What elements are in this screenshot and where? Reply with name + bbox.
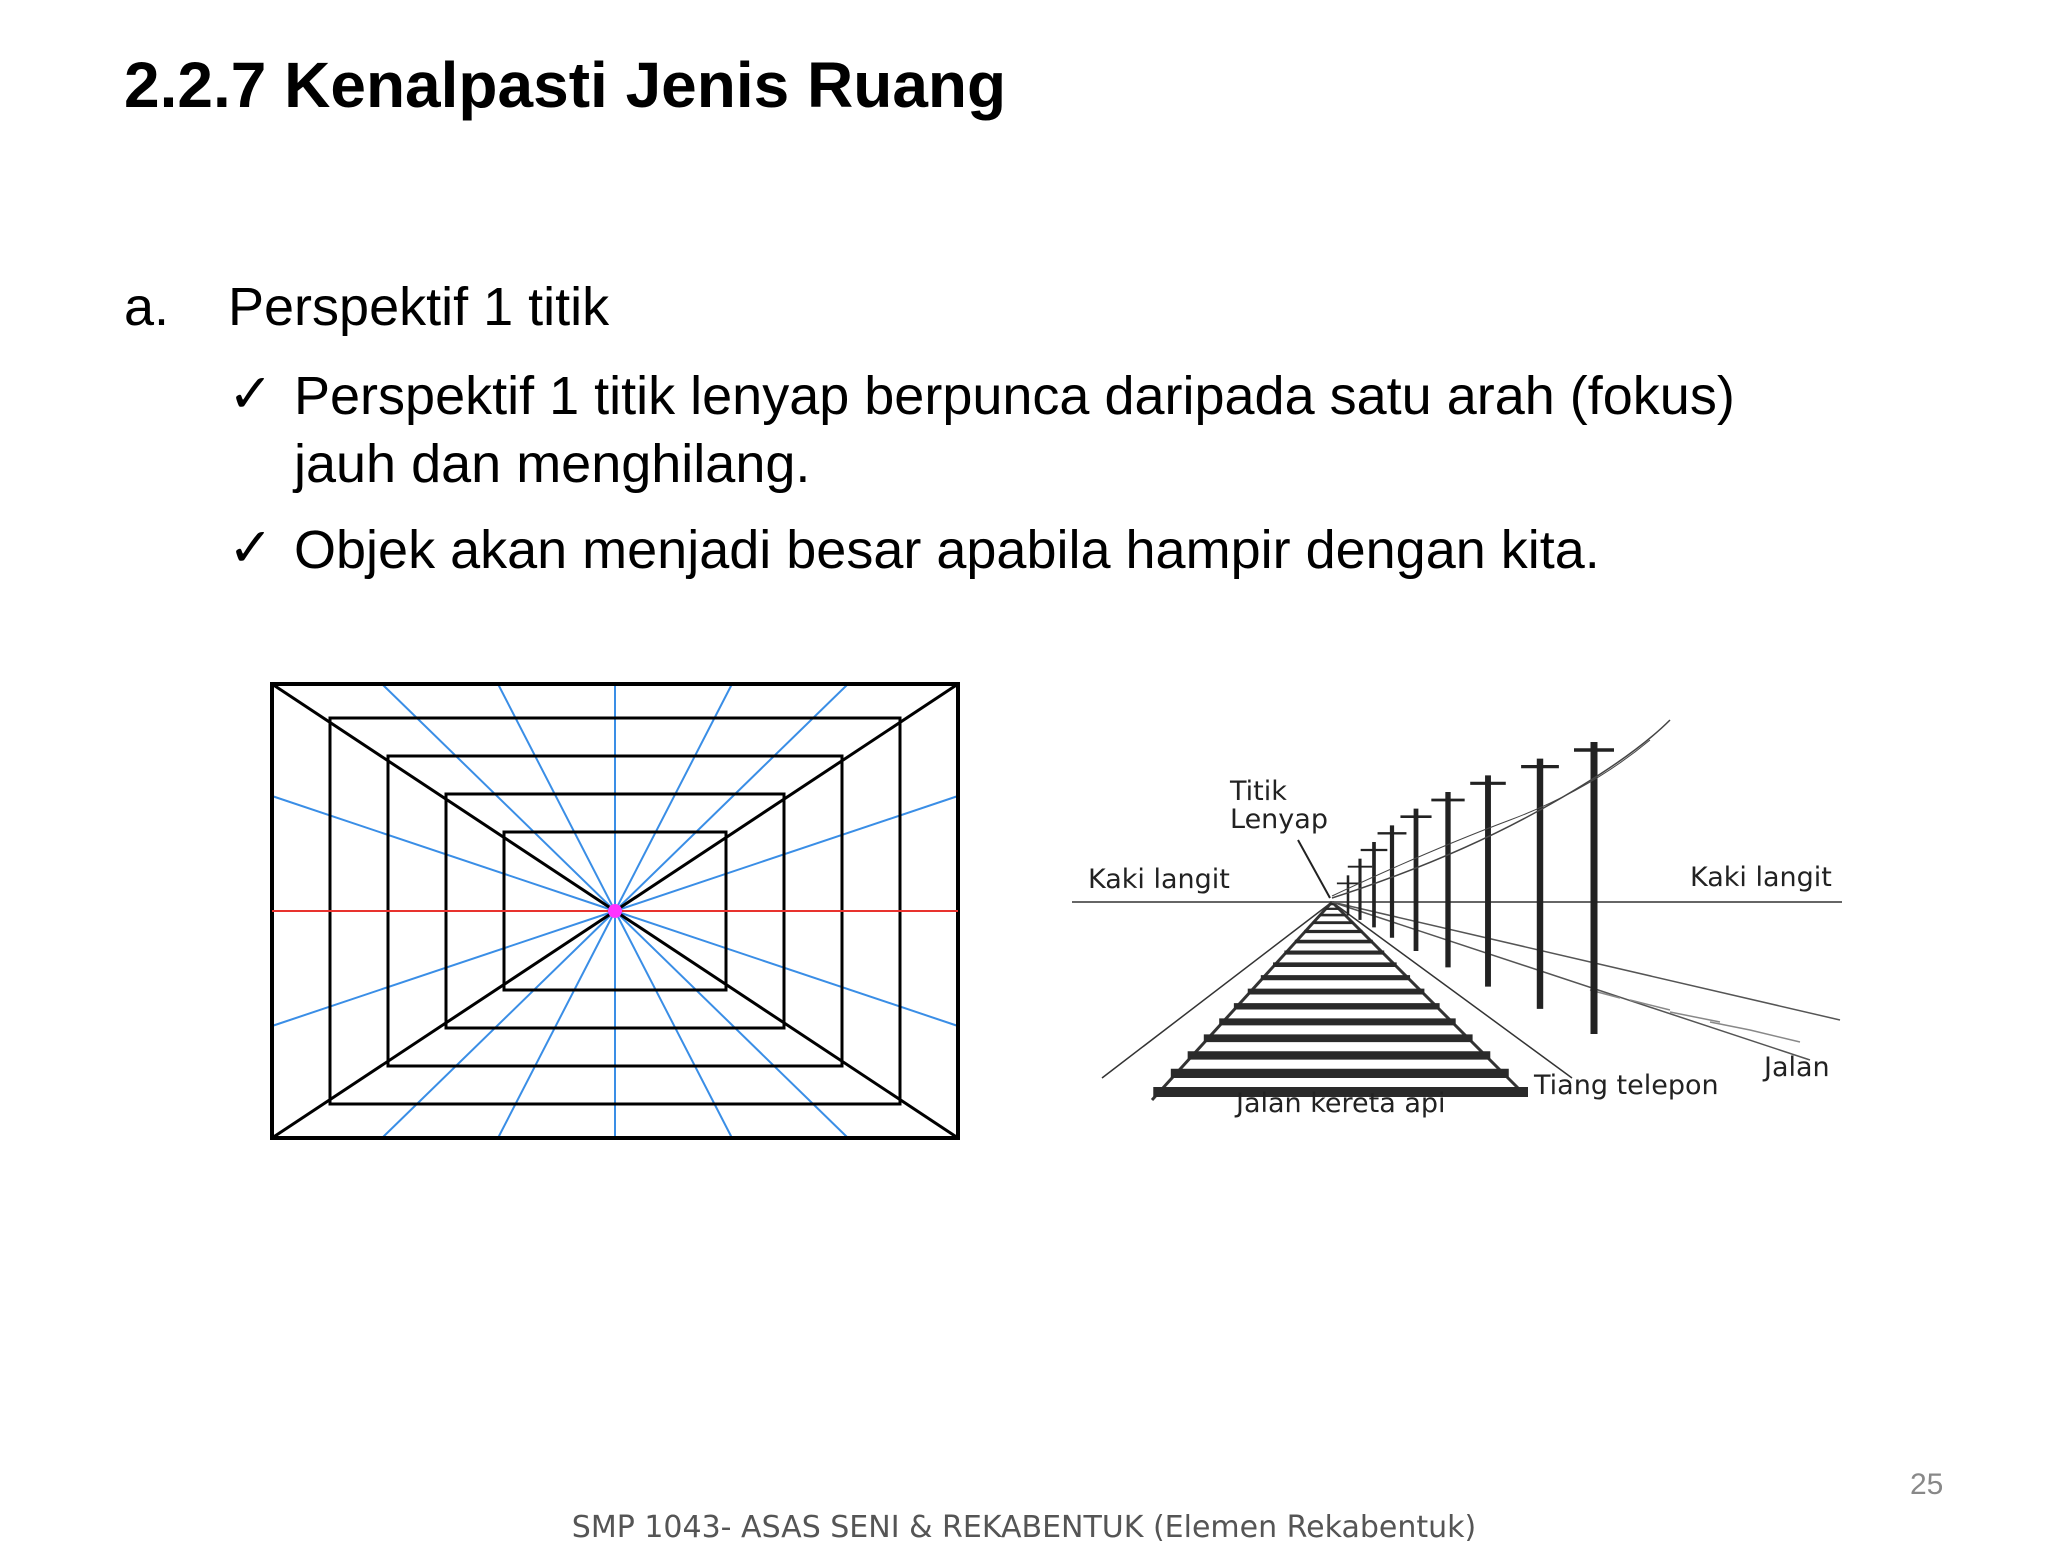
one-point-perspective-diagram bbox=[268, 680, 962, 1142]
label-lenyap: Lenyap bbox=[1230, 804, 1328, 835]
checkmark-icon: ✓ bbox=[228, 364, 274, 424]
label-horizon-right: Kaki langit bbox=[1690, 862, 1832, 893]
label-pole: Tiang telepon bbox=[1534, 1070, 1719, 1101]
page-number: 25 bbox=[1910, 1468, 1944, 1501]
bullet-line: jauh dan menghilang. bbox=[294, 434, 811, 494]
checkmark-icon: ✓ bbox=[228, 518, 274, 578]
vanishing-point bbox=[608, 904, 622, 918]
bullet-item bbox=[294, 362, 1735, 498]
label-horizon-left: Kaki langit bbox=[1088, 864, 1230, 895]
telephone-wire bbox=[1332, 720, 1670, 898]
label-railway: Jalan kereta api bbox=[1236, 1088, 1446, 1119]
railway-sleepers bbox=[1153, 904, 1528, 1092]
bullet-item bbox=[294, 516, 1600, 584]
bullet-line: Perspektif 1 titik lenyap berpunca daripada satu arah (fokus) bbox=[294, 366, 1735, 426]
label-road: Jalan bbox=[1764, 1052, 1830, 1083]
point-heading: Perspektif 1 titik bbox=[228, 277, 610, 337]
list-marker-a: a. bbox=[124, 277, 170, 337]
railway-perspective-illustration bbox=[1070, 700, 1850, 1140]
course-footer: SMP 1043- ASAS SENI & REKABENTUK (Elemen Rekabentuk) bbox=[571, 1510, 1477, 1545]
label-titik: Titik bbox=[1230, 776, 1287, 807]
bullet-line: Objek akan menjadi besar apabila hampir dengan kita. bbox=[294, 520, 1600, 580]
vanishing-point-pointer bbox=[1298, 840, 1330, 898]
slide-title: 2.2.7 Kenalpasti Jenis Ruang bbox=[124, 49, 1007, 121]
